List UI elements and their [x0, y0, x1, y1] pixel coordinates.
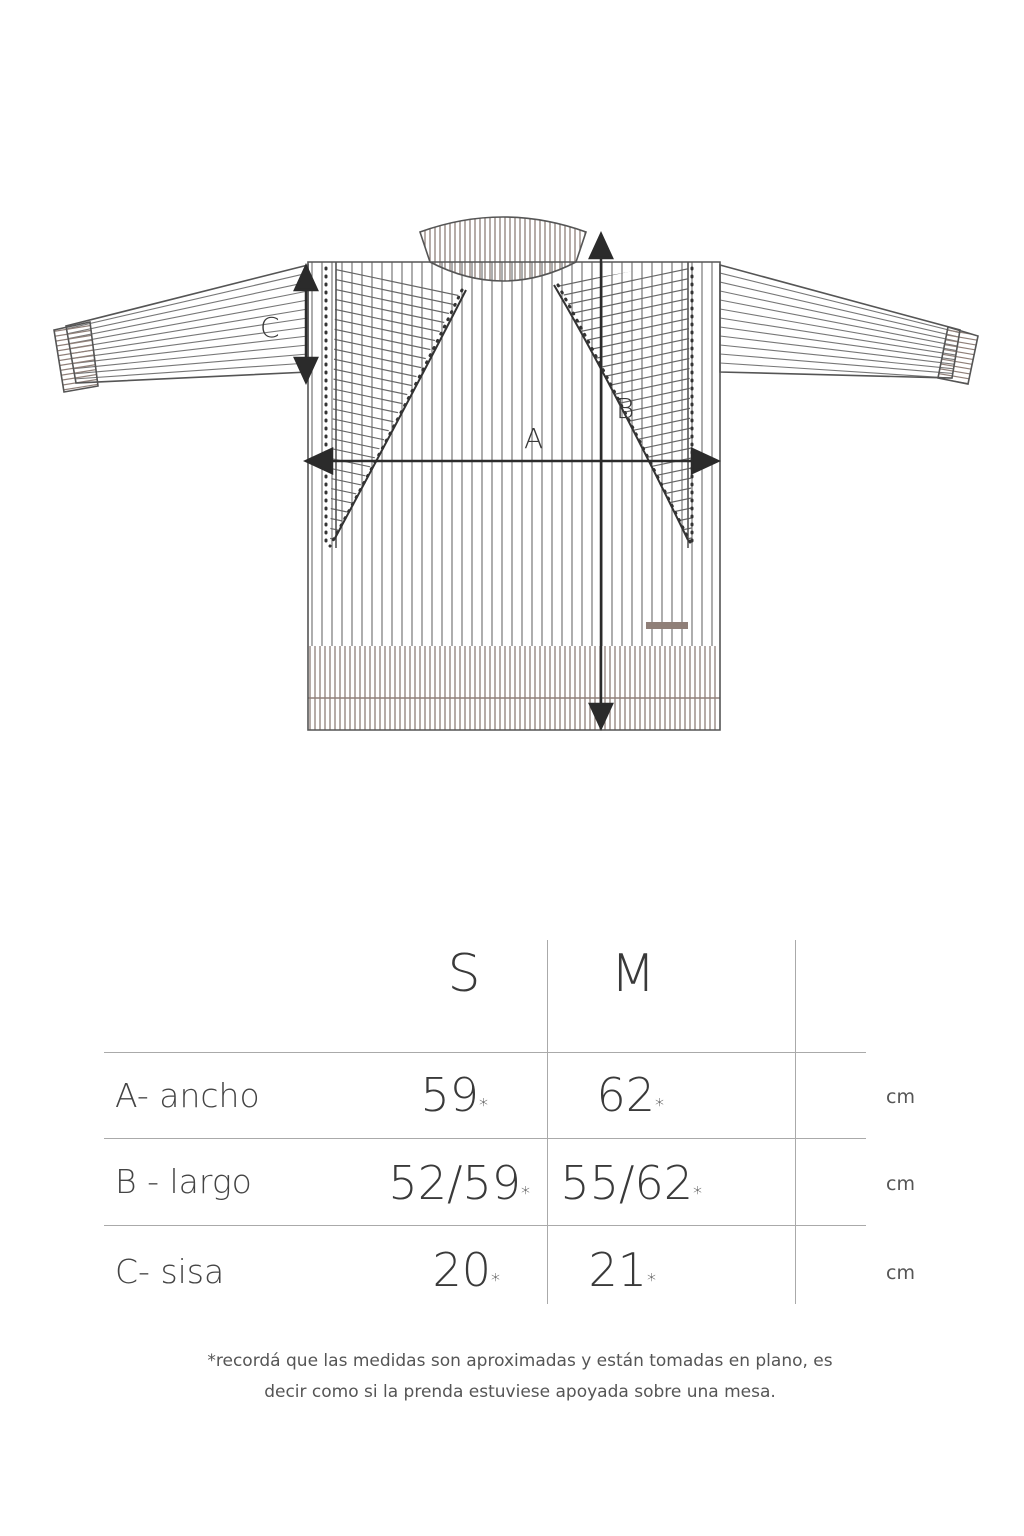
measurement-c-label: C: [260, 311, 280, 344]
measurement-c-arrow: [295, 266, 317, 382]
measurement-b-label: B: [616, 392, 635, 425]
row-label-sisa: C- sisa: [115, 1252, 225, 1291]
row-label-largo: B - largo: [115, 1162, 252, 1201]
knit-stripe: [720, 264, 965, 330]
knit-stripe: [300, 532, 480, 570]
size-header-s: S: [447, 944, 481, 1004]
value-sisa-m: 21*: [588, 1243, 656, 1297]
knit-stripe: [300, 212, 480, 250]
knit-stripe: [300, 122, 480, 160]
table-rule: [104, 1225, 866, 1226]
value-largo-m: 55/62*: [560, 1156, 702, 1210]
knit-stripe: [540, 612, 720, 650]
knit-stripe: [300, 612, 480, 650]
knit-stripe: [540, 12, 720, 50]
knit-stripe: [540, 62, 720, 100]
knit-stripe: [720, 381, 965, 388]
knit-stripe: [300, 582, 480, 620]
knit-stripe: [300, 132, 480, 170]
knit-stripe: [540, 0, 720, 10]
knit-stripe: [300, 0, 480, 10]
table-divider-2: [795, 940, 796, 1304]
knit-stripe: [540, 222, 720, 260]
knit-stripe: [540, 182, 720, 220]
knit-stripe: [300, 202, 480, 240]
knit-stripe: [540, 192, 720, 230]
knit-stripe: [540, 32, 720, 70]
knit-stripe: [540, 562, 720, 600]
knit-stripe: [300, 22, 480, 60]
unit-largo: cm: [886, 1173, 915, 1195]
knit-stripe: [540, 572, 720, 610]
knit-stripe: [300, 52, 480, 90]
knit-stripe: [300, 242, 480, 280]
knit-stripe: [720, 327, 965, 361]
unit-ancho: cm: [886, 1086, 915, 1108]
right-cuff-outline: [938, 327, 978, 384]
table-rule: [104, 1052, 866, 1053]
left-raglan-seam: [334, 290, 466, 540]
knit-stripe: [540, 542, 720, 580]
table-rule: [104, 1138, 866, 1139]
knit-stripe: [300, 12, 480, 50]
knit-stripe: [540, 72, 720, 110]
knit-stripe: [300, 92, 480, 130]
knit-stripe: [540, 242, 720, 280]
knit-stripe: [540, 602, 720, 640]
knit-stripe: [300, 32, 480, 70]
knit-stripe: [300, 562, 480, 600]
unit-sisa: cm: [886, 1262, 915, 1284]
knit-stripe: [300, 192, 480, 230]
knit-stripe: [300, 62, 480, 100]
knit-stripe: [300, 72, 480, 110]
knit-stripe: [720, 273, 965, 334]
knit-stripe: [300, 232, 480, 270]
knit-stripe: [540, 102, 720, 140]
knit-stripe: [300, 222, 480, 260]
knit-stripe: [540, 202, 720, 240]
knit-stripe: [540, 152, 720, 190]
knit-stripe: [540, 592, 720, 630]
knit-stripe: [300, 0, 480, 20]
knit-stripe: [300, 592, 480, 630]
left-raglan-panel: [300, 0, 480, 690]
knit-stripe: [540, 162, 720, 200]
knit-stripe: [300, 182, 480, 220]
value-sisa-s: 20*: [432, 1243, 500, 1297]
knit-stripe: [540, 142, 720, 180]
knit-stripe: [540, 2, 720, 40]
right-raglan-panel: [540, 0, 720, 690]
knit-stripe: [300, 142, 480, 180]
knit-stripe: [300, 0, 480, 30]
label-tag: [646, 622, 688, 629]
footnote: [100, 1346, 940, 1408]
table-divider-1: [547, 940, 548, 1304]
knit-stripe: [300, 572, 480, 610]
value-largo-s: 52/59*: [388, 1156, 530, 1210]
hem-rib: [308, 646, 720, 730]
value-ancho-s: 59*: [420, 1068, 488, 1122]
knit-stripe: [300, 602, 480, 640]
knit-stripe: [540, 92, 720, 130]
knit-stripe: [540, 82, 720, 120]
knit-stripe: [540, 532, 720, 570]
row-label-ancho: A- ancho: [115, 1076, 260, 1115]
knit-stripe: [540, 0, 720, 20]
knit-stripe: [300, 542, 480, 580]
footnote-line-1: *recordá que las medidas son aproximadas y están tomadas en plano, es: [207, 1351, 833, 1371]
knit-stripe: [540, 112, 720, 150]
measurement-a-label: A: [524, 422, 544, 455]
knit-stripe: [540, 52, 720, 90]
knit-stripe: [540, 0, 720, 30]
knit-stripe: [300, 82, 480, 120]
knit-stripe: [540, 42, 720, 80]
knit-stripe: [540, 582, 720, 620]
knit-stripe: [300, 162, 480, 200]
size-header-m: M: [610, 944, 656, 1004]
knit-stripe: [540, 122, 720, 160]
knit-stripe: [540, 172, 720, 210]
knit-stripe: [300, 112, 480, 150]
knit-stripe: [300, 102, 480, 140]
knit-stripe: [50, 314, 100, 322]
knit-stripe: [300, 2, 480, 40]
knit-stripe: [300, 152, 480, 190]
knit-stripe: [540, 552, 720, 590]
value-ancho-m: 62*: [596, 1068, 664, 1122]
knit-stripe: [540, 132, 720, 170]
knit-stripe: [540, 212, 720, 250]
knit-stripe: [540, 22, 720, 60]
knit-stripe: [300, 172, 480, 210]
footnote-line-2: decir como si la prenda estuviese apoyada sobre una mesa.: [264, 1382, 776, 1402]
knit-stripe: [300, 42, 480, 80]
knit-stripe: [300, 552, 480, 590]
knit-stripe: [935, 383, 982, 391]
knit-stripe: [540, 232, 720, 270]
